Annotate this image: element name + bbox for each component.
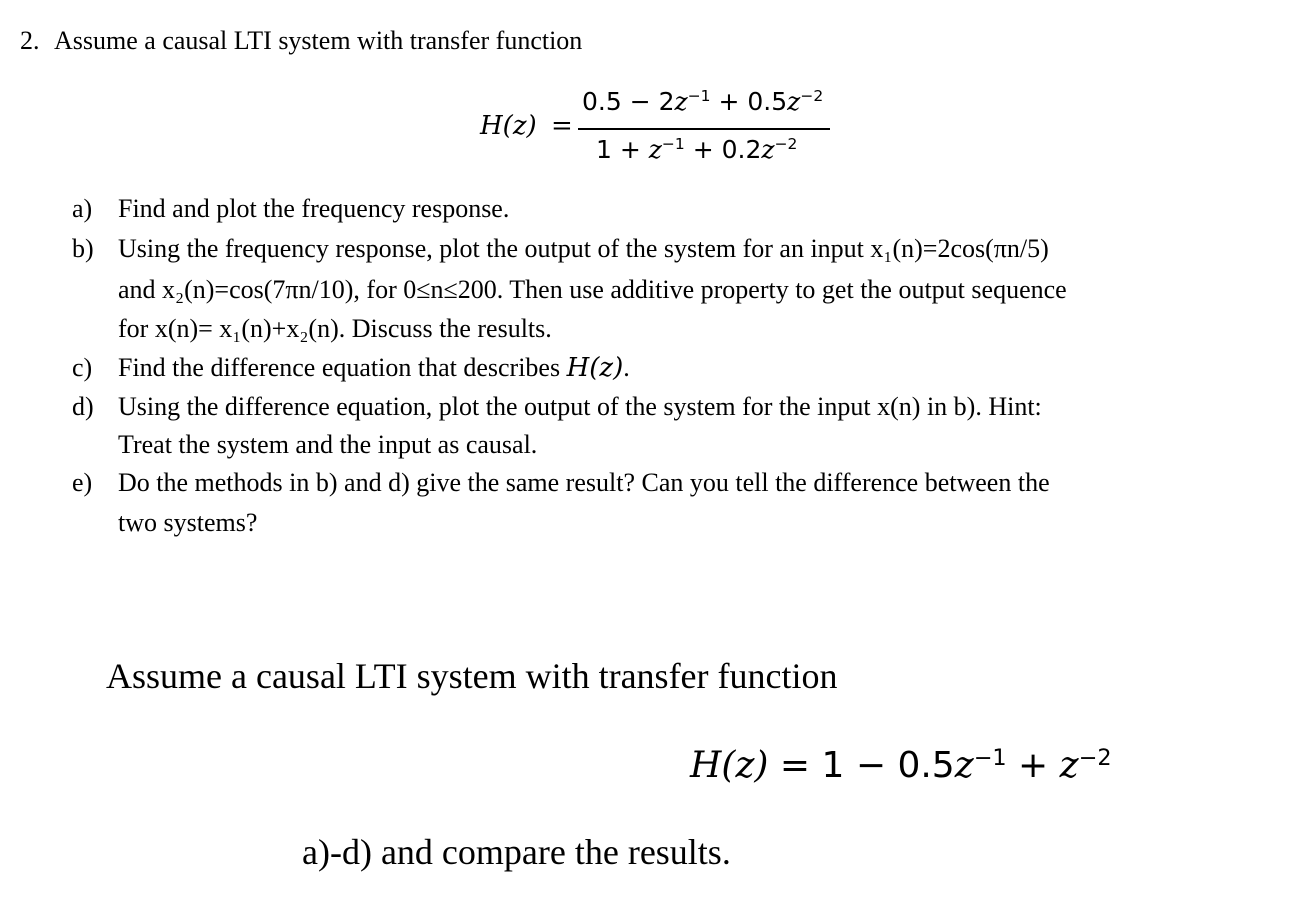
item-c-period: .	[623, 353, 630, 382]
den-z2: z	[761, 135, 775, 164]
den-part-b: + 0.2	[684, 135, 762, 164]
num-exp1: −1	[687, 87, 711, 106]
item-d	[72, 392, 1042, 422]
num-exp2: −2	[800, 87, 824, 106]
item-text: Using the difference equation, plot the output of the system for the input x(n) in b). Hint:	[118, 392, 1042, 421]
num-z1: z	[674, 87, 688, 116]
item-text: Do the methods in b) and d) give the same result? Can you tell the difference between the	[118, 468, 1050, 497]
eq2-exp2: −2	[1078, 744, 1112, 771]
fraction-bar	[578, 128, 830, 130]
item-letter: b)	[72, 234, 94, 263]
problem-intro: Assume a causal LTI system with transfer function	[54, 26, 583, 55]
item-c-math: H(z)	[566, 353, 624, 383]
eq2-plus: +	[1006, 745, 1060, 786]
eq2-rhs-a: = 1 − 0.5	[768, 745, 955, 786]
eq1-lhs: H(z)	[480, 111, 537, 141]
num-part-a: 0.5 − 2	[582, 87, 675, 116]
eq1-equals: =	[550, 111, 573, 141]
eq1-numerator	[582, 86, 823, 121]
den-exp2: −2	[774, 135, 798, 154]
eq2-lhs: H(z)	[690, 745, 769, 786]
item-d-line-2: Treat the system and the input as causal.	[118, 430, 538, 459]
equation-1-lhs	[480, 110, 573, 142]
den-z1: z	[648, 135, 662, 164]
item-letter: d)	[72, 392, 94, 421]
item-e	[72, 468, 1050, 498]
item-letter: e)	[72, 468, 93, 497]
num-z2: z	[787, 87, 801, 116]
den-exp1: −1	[661, 135, 685, 154]
item-text: Find and plot the frequency response.	[118, 194, 510, 223]
item-c	[72, 353, 630, 383]
second-intro: Assume a causal LTI system with transfer function	[106, 656, 838, 696]
item-a	[72, 194, 509, 224]
item-b-line-2: and x₂(n)=cos(7πn/10), for 0≤n≤200. Then use additive property to get the output sequence	[118, 275, 1067, 304]
eq1-denominator	[596, 134, 797, 169]
problem-number: 2.	[20, 26, 40, 55]
den-part-a: 1 +	[596, 135, 649, 164]
eq2-z2: z	[1059, 745, 1079, 786]
eq2-z1: z	[954, 745, 974, 786]
equation-2	[690, 744, 1112, 792]
eq2-exp1: −1	[973, 744, 1007, 771]
item-b-line-3: for x(n)= x₁(n)+x₂(n). Discuss the results.	[118, 314, 552, 343]
problem-header	[20, 26, 582, 56]
second-footer: a)-d) and compare the results.	[302, 832, 731, 872]
item-e-line-2: two systems?	[118, 508, 258, 537]
item-letter: a)	[72, 194, 93, 223]
item-text: Find the difference equation that describes	[118, 353, 561, 382]
item-text: Using the frequency response, plot the output of the system for an input x₁(n)=2cos(πn/5)	[118, 234, 1049, 263]
num-part-b: + 0.5	[710, 87, 788, 116]
item-b	[72, 234, 1049, 264]
item-letter: c)	[72, 353, 93, 382]
